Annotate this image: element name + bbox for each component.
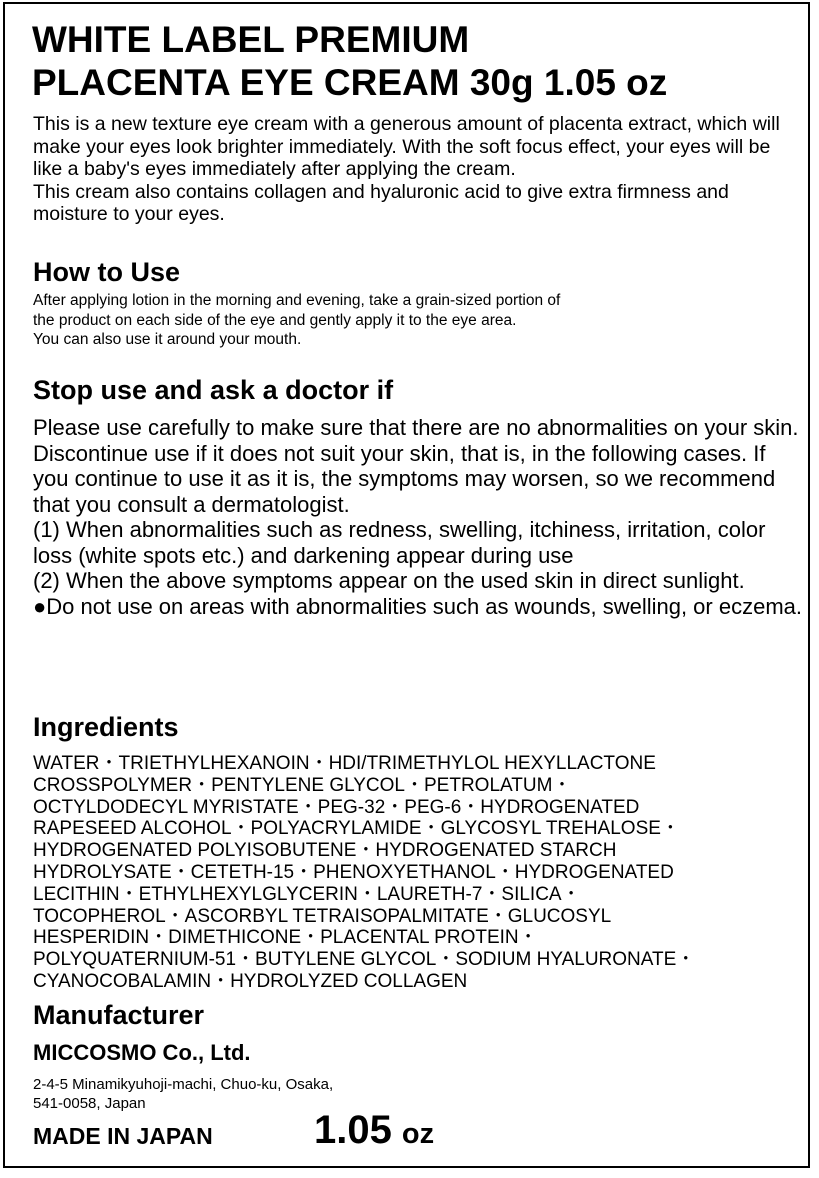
product-description [33, 113, 793, 226]
net-weight [314, 1106, 434, 1158]
warning-case-2: (2) When the above symptoms appear on the used skin in direct sunlight. [33, 568, 745, 593]
ingredients-heading: Ingredients [33, 712, 179, 742]
net-weight-value: 1.05 [314, 1108, 392, 1152]
description-paragraph: This is a new texture eye cream with a generous amount of placenta extract, which will make your eyes look brighter immediately. With the soft focus effect, your eyes will be like a baby's eyes immediately after applying the cream. [33, 113, 780, 180]
ingredients-line: CROSSPOLYMER・PENTYLENE GLYCOL・PETROLATUM・ [33, 774, 572, 796]
ingredients-line: RAPESEED ALCOHOL・POLYACRYLAMIDE・GLYCOSYL TREHALOSE・ [33, 818, 680, 840]
warning-text [33, 415, 803, 619]
how-to-use-line: After applying lotion in the morning and evening, take a grain-sized portion of [33, 292, 561, 309]
ingredients-line: WATER・TRIETHYLHEXANOIN・HDI/TRIMETHYLOL HEXYLLACTONE [33, 753, 656, 774]
product-title-line-2: PLACENTA EYE CREAM 30g 1.05 oz [32, 62, 668, 103]
ingredients-line: HESPERIDIN・DIMETHICONE・PLACENTAL PROTEIN・ [33, 927, 538, 949]
warning-note: ●Do not use on areas with abnormalities such as wounds, swelling, or eczema. [33, 593, 803, 619]
address-line: 2-4-5 Minamikyuhoji-machi, Chuo-ku, Osaka, [33, 1076, 334, 1093]
warning-case-1: (1) When abnormalities such as redness, swelling, itchiness, irritation, color loss (white spots etc.) and darkening appear during use [33, 517, 766, 568]
product-title [32, 18, 667, 104]
warning-paragraph: Please use carefully to make sure that there are no abnormalities on your skin. Discontinue use if it does not suit your skin, that is, in the following cases. If you continue to use it as it is, the symptoms may worsen, so we recommend that you consult a dermatologist. [33, 415, 799, 517]
how-to-use-heading: How to Use [33, 257, 181, 287]
manufacturer-name: MICCOSMO Co., Ltd. [33, 1040, 251, 1065]
net-weight-unit: oz [401, 1118, 435, 1150]
ingredients-line: TOCOPHEROL・ASCORBYL TETRAISOPALMITATE・GLUCOSYL [33, 905, 612, 927]
how-to-use-line: the product on each side of the eye and gently apply it to the eye area. [33, 311, 517, 329]
ingredients-list [33, 753, 803, 993]
warning-heading: Stop use and ask a doctor if [33, 375, 394, 405]
address-line: 541-0058, Japan [33, 1095, 146, 1112]
product-title-line-1: WHITE LABEL PREMIUM [32, 19, 470, 60]
made-in-label: MADE IN JAPAN [33, 1123, 213, 1149]
how-to-use-text [33, 291, 793, 350]
ingredients-line: HYDROGENATED POLYISOBUTENE・HYDROGENATED STARCH [33, 840, 617, 862]
manufacturer-heading: Manufacturer [33, 1000, 205, 1030]
manufacturer-address [33, 1075, 333, 1113]
ingredients-line: LECITHIN・ETHYLHEXYLGLYCERIN・LAURETH-7・SILICA・ [33, 883, 581, 905]
ingredients-line: POLYQUATERNIUM-51・BUTYLENE GLYCOL・SODIUM HYALURONATE・ [33, 949, 696, 971]
how-to-use-line: You can also use it around your mouth. [33, 331, 302, 348]
ingredients-line: OCTYLDODECYL MYRISTATE・PEG-32・PEG-6・HYDROGENATED [33, 796, 640, 818]
ingredients-line: CYANOCOBALAMIN・HYDROLYZED COLLAGEN [33, 970, 468, 992]
ingredients-line: HYDROLYSATE・CETETH-15・PHENOXYETHANOL・HYDROGENATED [33, 861, 674, 883]
description-paragraph: This cream also contains collagen and hyaluronic acid to give extra firmness and moisture to your eyes. [33, 180, 729, 225]
